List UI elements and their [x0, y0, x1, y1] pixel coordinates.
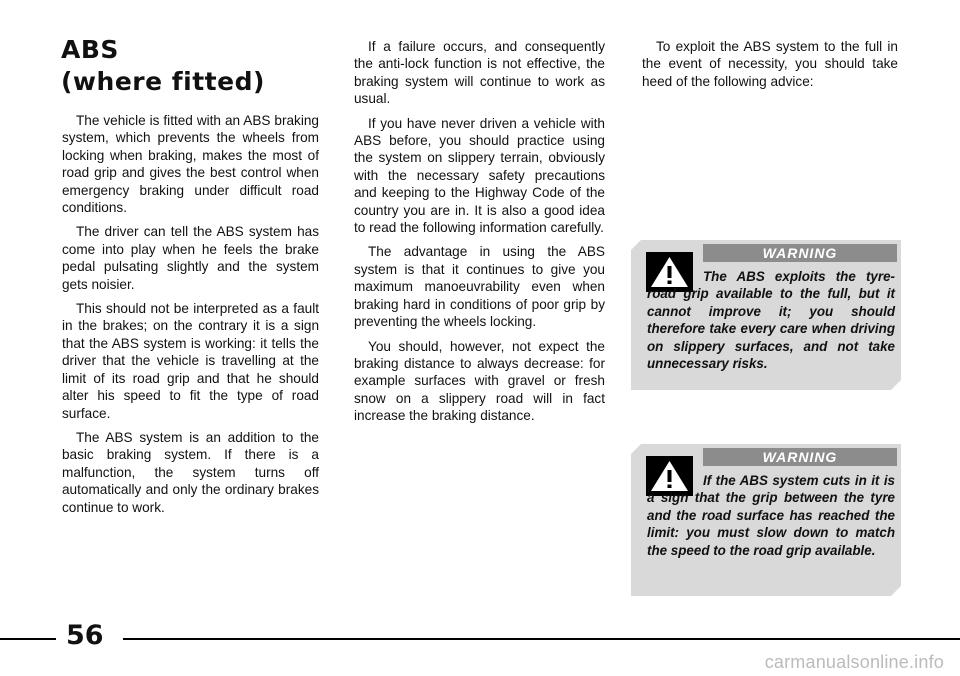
warning-title: WARNING	[703, 448, 897, 466]
paragraph: The advantage in using the ABS system is that it continues to give you maximum manoeuvrability even when braking hard in conditions of poor grip by preventing the wheels locking.	[354, 244, 605, 330]
paragraph: If a failure occurs, and consequently the anti-lock function is not effective, the braking system will continue to work as usual.	[354, 39, 605, 107]
paragraph: You should, however, not expect the braking distance to always decrease: for example surfaces with gravel or fresh snow on a slippery road will in fact increase the braking distance.	[354, 338, 605, 424]
column-2	[354, 38, 605, 432]
heading-line-2: (where fitted)	[61, 67, 265, 96]
paragraph: This should not be interpreted as a fault in the brakes; on the contrary it is a sign that the ABS system is working: it tells the driver that the vehicle is travelling at the limit of its road grip and that he should alter his speed to fit the type of road surface.	[62, 301, 319, 421]
paragraph: To exploit the ABS system to the full in the event of necessity, you should take heed of the following advice:	[642, 39, 898, 89]
warning-title: WARNING	[703, 244, 897, 262]
section-heading	[61, 34, 319, 98]
paragraph: The driver can tell the ABS system has come into play when he feels the brake pedal pulsating slightly and the system gets noisier.	[62, 224, 319, 292]
warning-text: The ABS exploits the tyre-road grip available to the full, but it cannot improve it; you should therefore take every care when driving on slippery surfaces, and not take unnecessary risks.	[647, 269, 895, 372]
column-3	[642, 38, 898, 97]
heading-line-1: ABS	[61, 35, 119, 64]
column-1	[62, 34, 319, 523]
warning-box	[631, 240, 901, 390]
watermark: carmanualsonline.info	[764, 652, 944, 672]
paragraph: The vehicle is fitted with an ABS braking system, which prevents the wheels from locking when braking, makes the most of road grip and gives the best control when emergency braking under difficult road conditions.	[62, 113, 319, 216]
paragraph: The ABS system is an addition to the basic braking system. If there is a malfunction, the system turns off automatically and only the ordinary brakes continue to work.	[62, 429, 319, 515]
warning-box	[631, 444, 901, 596]
paragraph: If you have never driven a vehicle with ABS before, you should practice using the system on slippery terrain, obviously with the necessary safety precautions and keeping to the Highway Code of the country you are in. It is also a good idea to read the following information carefully.	[354, 115, 605, 236]
warning-text: If the ABS system cuts in it is a sign that the grip between the tyre and the road surface has reached the limit: you must slow down to match the speed to the road grip available.	[647, 473, 895, 558]
footer-rule-left	[0, 638, 56, 640]
page-number: 56	[66, 620, 104, 651]
footer-rule-right	[123, 638, 960, 640]
